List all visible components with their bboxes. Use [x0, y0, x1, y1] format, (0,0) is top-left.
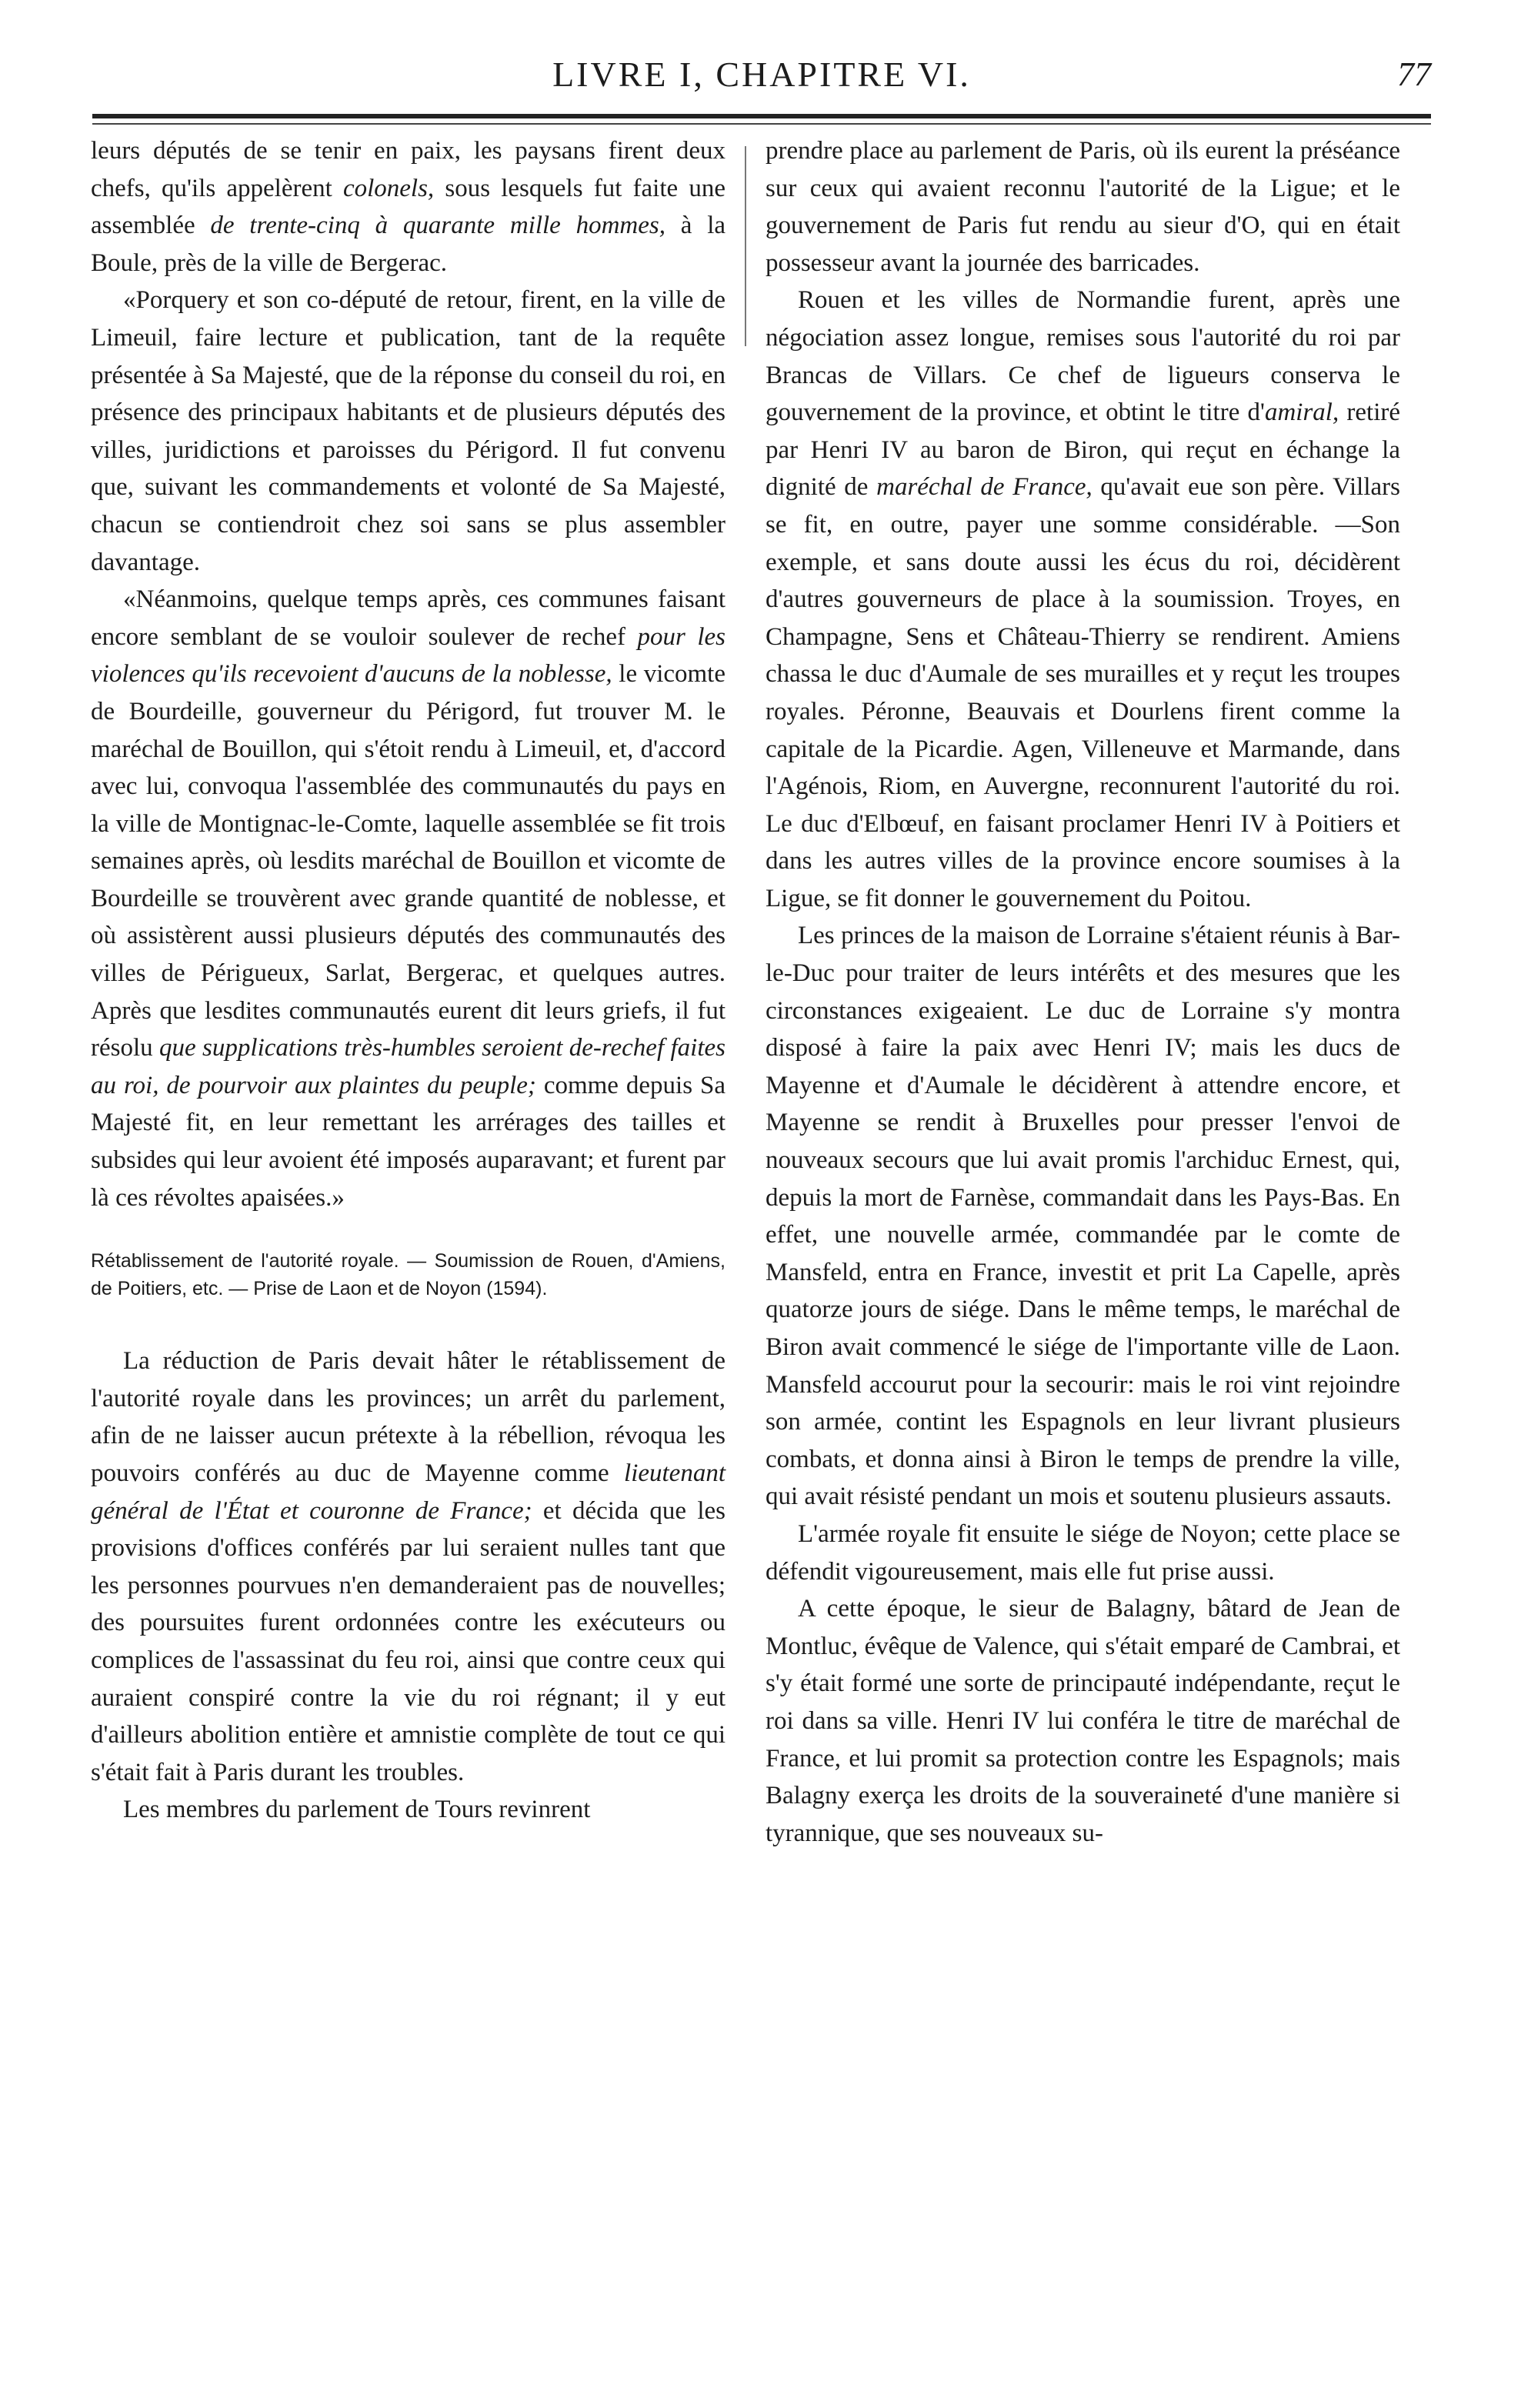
left-column — [91, 132, 725, 2363]
paragraph: Les membres du parlement de Tours revinrent — [123, 1796, 591, 1824]
header-rule-thick — [92, 114, 1431, 118]
paragraph: leurs députés de se tenir en paix, les paysans firent deux chefs, qu'ils appelèrent colonels, sous lesquels fut faite une assemblée de trente-cinq à quarante mille hommes, à la Boule, près de la ville de Bergerac. — [91, 137, 726, 277]
paragraph: «Porquery et son co-député de retour, firent, en la ville de Limeuil, faire lecture et publication, tant de la requête présentée à Sa Majesté, que de la réponse du conseil du roi, en présence des principaux habitants et de plusieurs députés des villes, juridictions et paroisses du Périgord. Il fut convenu que, suivant les commandements et volonté de Sa Majesté, chacun se contiendroit chez soi sans se plus assembler davantage. — [91, 286, 725, 576]
paragraph: L'armée royale fit ensuite le siége de Noyon; cette place se défendit vigoureusement, mais elle fut prise aussi. — [766, 1519, 1400, 1586]
paragraph: prendre place au parlement de Paris, où ils eurent la préséance sur ceux qui avaient reconnu l'autorité de la Ligue; et le gouvernement de Paris fut rendu au sieur d'O, qui en était possesseur avant la journée des barricades. — [766, 137, 1400, 277]
paragraph: Rouen et les villes de Normandie furent, après une négociation assez longue, remises sous l'autorité du roi par Brancas de Villars. Ce chef de ligueurs conserva le gouvernement de la province, et obtint le titre d'amiral, retiré par Henri IV au baron de Biron, qui reçut en échange la dignité de maréchal de France, qu'avait eue son père. Villars se fit, en outre, payer une somme considérable. —Son exemple, et sans doute aussi les écus du roi, décidèrent d'autres gouverneurs de place à la soumission. Troyes, en Champagne, Sens et Château-Thierry se rendirent. Amiens chassa le duc d'Aumale de ses murailles et y reçut les troupes royales. Péronne, Beauvais et Dourlens firent comme la capitale de la Picardie. Agen, Villeneuve et Marmande, dans l'Agénois, Riom, en Auvergne, reconnurent l'autorité du roi. Le duc d'Elbœuf, en faisant proclamer Henri IV à Poitiers et dans les autres villes de la province encore soumises à la Ligue, se fit donner le gouvernement du Poitou. — [766, 286, 1401, 912]
running-head: LIVRE I, CHAPITRE VI. — [552, 55, 971, 94]
header-rule-thin — [92, 123, 1431, 125]
paragraph: La réduction de Paris devait hâter le rétablissement de l'autorité royale dans les provinces; un arrêt du parlement, afin de ne laisser aucun prétexte à la rébellion, révoqua les pouvoirs conférés au duc de Mayenne comme lieutenant général de l'État et couronne de France; et décida que les provisions d'offices conférés par lui seraient nulles tant que les personnes pourvues n'en demanderaient pas de nouvelles; des poursuites furent ordonnées contre les exécuteurs ou complices de l'assassinat du feu roi, ainsi que contre ceux qui auraient conspiré contre la vie du roi régnant; il y eut d'ailleurs abolition entière et amnistie complète de tout ce qui s'était fait à Paris durant les troubles. — [91, 1347, 725, 1786]
page-header — [92, 48, 1431, 102]
right-column — [766, 132, 1400, 2363]
page-number: 77 — [1397, 55, 1431, 93]
section-summary: Rétablissement de l'autorité royale. — Soumission de Rouen, d'Amiens, de Poitiers, etc. — Prise de Laon et de Noyon (1594). — [91, 1250, 725, 1300]
paragraph: A cette époque, le sieur de Balagny, bâtard de Jean de Montluc, évêque de Valence, qui s'était emparé de Cambrai, et s'y était formé une sorte de principauté indépendante, reçut le roi dans sa ville. Henri IV lui conféra le titre de maréchal de France, et lui promit sa protection contre les Espagnols; mais Balagny exerça les droits de la souveraineté d'une manière si tyrannique, que ses nouveaux su- — [766, 1595, 1400, 1847]
paragraph: Les princes de la maison de Lorraine s'étaient réunis à Bar-le-Duc pour traiter de leurs intérêts et des mesures que les circonstances exigeaient. Le duc de Lorraine s'y montra disposé à faire la paix avec Henri IV; mais les ducs de Mayenne et d'Aumale le décidèrent à attendre encore, et Mayenne se rendit à Bruxelles pour presser l'envoi de nouveaux secours que lui avait promis l'archiduc Ernest, qui, depuis la mort de Farnèse, commandait dans les Pays-Bas. En effet, une nouvelle armée, commandée par le comte de Mansfeld, entra en France, investit et prit La Capelle, après quatorze jours de siége. Dans le même temps, le maréchal de Biron avait commencé le siége de l'importante ville de Laon. Mansfeld accourut pour la secourir: mais le roi vint rejoindre son armée, contint les Espagnols en leur livrant plusieurs combats, et donna ainsi à Biron le temps de prendre la ville, qui avait résisté pendant un mois et soutenu plusieurs assauts. — [766, 922, 1400, 1511]
paragraph: «Néanmoins, quelque temps après, ces communes faisant encore semblant de se vouloir soulever de rechef pour les violences qu'ils recevoient d'aucuns de la noblesse, le vicomte de Bourdeille, gouverneur du Périgord, fut trouver M. le maréchal de Bouillon, qui s'étoit rendu à Limeuil, et, d'accord avec lui, convoqua l'assemblée des communautés du pays en la ville de Montignac-le-Comte, laquelle assemblée se fit trois semaines après, où lesdits maréchal de Bouillon et vicomte de Bourdeille se trouvèrent avec grande quantité de noblesse, et où assistèrent aussi plusieurs députés des communautés des villes de Périgueux, Sarlat, Bergerac, et quelques autres. Après que lesdites communautés eurent dit leurs griefs, il fut résolu que supplications très-humbles seroient de-rechef faites au roi, de pourvoir aux plaintes du peuple; comme depuis Sa Majesté fit, en leur remettant les arrérages des tailles et subsides qui leur avoient été imposés auparavant; et furent par là ces révoltes apaisées.» — [91, 585, 726, 1212]
column-divider — [745, 146, 746, 346]
